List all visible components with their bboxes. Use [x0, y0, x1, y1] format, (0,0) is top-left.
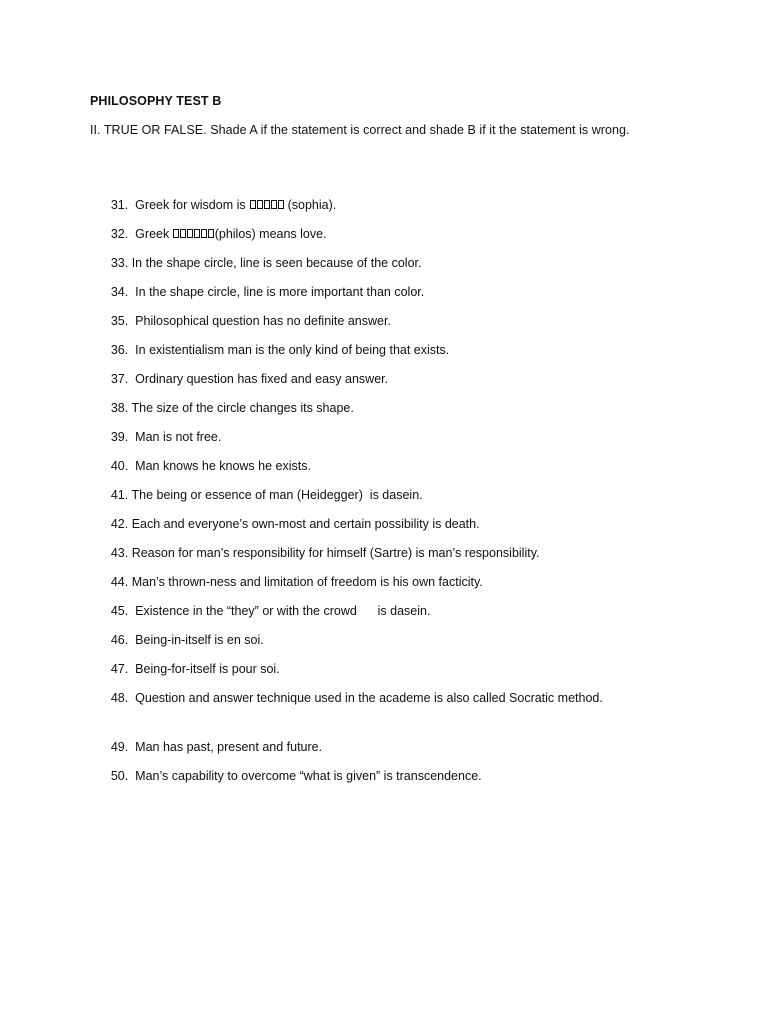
missing-glyph-box — [173, 229, 179, 238]
missing-glyph-box — [257, 200, 263, 209]
question-text: Being-for-itself is pour soi. — [128, 662, 280, 676]
question-text: Existence in the “they” or with the crowd is dasein. — [128, 604, 431, 618]
question-number: 50. — [110, 769, 129, 783]
missing-glyph-box — [250, 200, 256, 209]
question-number: 49. — [110, 740, 129, 754]
question-number: 35. — [110, 314, 129, 328]
question-text-after: (philos) means love. — [214, 227, 327, 241]
question-number: 44. — [110, 575, 129, 589]
question-text: Man’s thrown-ness and limitation of freedom is his own facticity. — [128, 575, 483, 589]
question-text-after: (sophia). — [284, 198, 337, 212]
missing-glyph-box — [187, 229, 193, 238]
question-number: 48. — [110, 691, 129, 705]
question-text: Man has past, present and future. — [128, 740, 323, 754]
question-text: Ordinary question has fixed and easy answer. — [128, 372, 389, 386]
question-text-before: Greek — [128, 227, 173, 241]
question-text: Reason for man’s responsibility for himself (Sartre) is man’s responsibility. — [128, 546, 540, 560]
question-50 — [90, 752, 482, 800]
question-number: 31. — [110, 198, 129, 212]
question-number: 46. — [110, 633, 129, 647]
question-number: 47. — [110, 662, 129, 676]
question-48 — [90, 674, 603, 722]
question-text: Man’s capability to overcome “what is given” is transcendence. — [128, 769, 482, 783]
question-number: 32. — [110, 227, 129, 241]
missing-glyph-box — [201, 229, 207, 238]
question-number: 42. — [110, 517, 129, 531]
question-number: 45. — [110, 604, 129, 618]
question-text: The being or essence of man (Heidegger) is dasein. — [128, 488, 423, 502]
question-number: 38. — [110, 401, 129, 415]
missing-glyph-box — [208, 229, 214, 238]
question-text: Being-in-itself is en soi. — [128, 633, 264, 647]
question-number: 34. — [110, 285, 129, 299]
question-text: In the shape circle, line is seen because of the color. — [128, 256, 422, 270]
question-text: Man is not free. — [128, 430, 222, 444]
question-text: Each and everyone’s own-most and certain possibility is death. — [128, 517, 480, 531]
question-text: Man knows he knows he exists. — [128, 459, 311, 473]
question-number: 41. — [110, 488, 129, 502]
question-number: 33. — [110, 256, 129, 270]
question-number: 36. — [110, 343, 129, 357]
missing-glyph-box — [264, 200, 270, 209]
question-number: 40. — [110, 459, 129, 473]
question-text-before: Greek for wisdom is — [128, 198, 250, 212]
missing-glyph-box — [180, 229, 186, 238]
question-number: 43. — [110, 546, 129, 560]
question-number: 39. — [110, 430, 129, 444]
question-text: The size of the circle changes its shape. — [128, 401, 354, 415]
question-number: 37. — [110, 372, 129, 386]
test-title: PHILOSOPHY TEST B — [90, 94, 222, 108]
question-text: In existentialism man is the only kind of being that exists. — [128, 343, 450, 357]
missing-glyph-box — [278, 200, 284, 209]
question-text: Philosophical question has no definite answer. — [128, 314, 391, 328]
question-text: In the shape circle, line is more important than color. — [128, 285, 425, 299]
question-text: Question and answer technique used in the academe is also called Socratic method. — [128, 691, 603, 705]
missing-glyph-box — [271, 200, 277, 209]
missing-glyph-box — [194, 229, 200, 238]
instructions-text: II. TRUE OR FALSE. Shade A if the statement is correct and shade B if it the statement is wrong. — [90, 123, 630, 137]
